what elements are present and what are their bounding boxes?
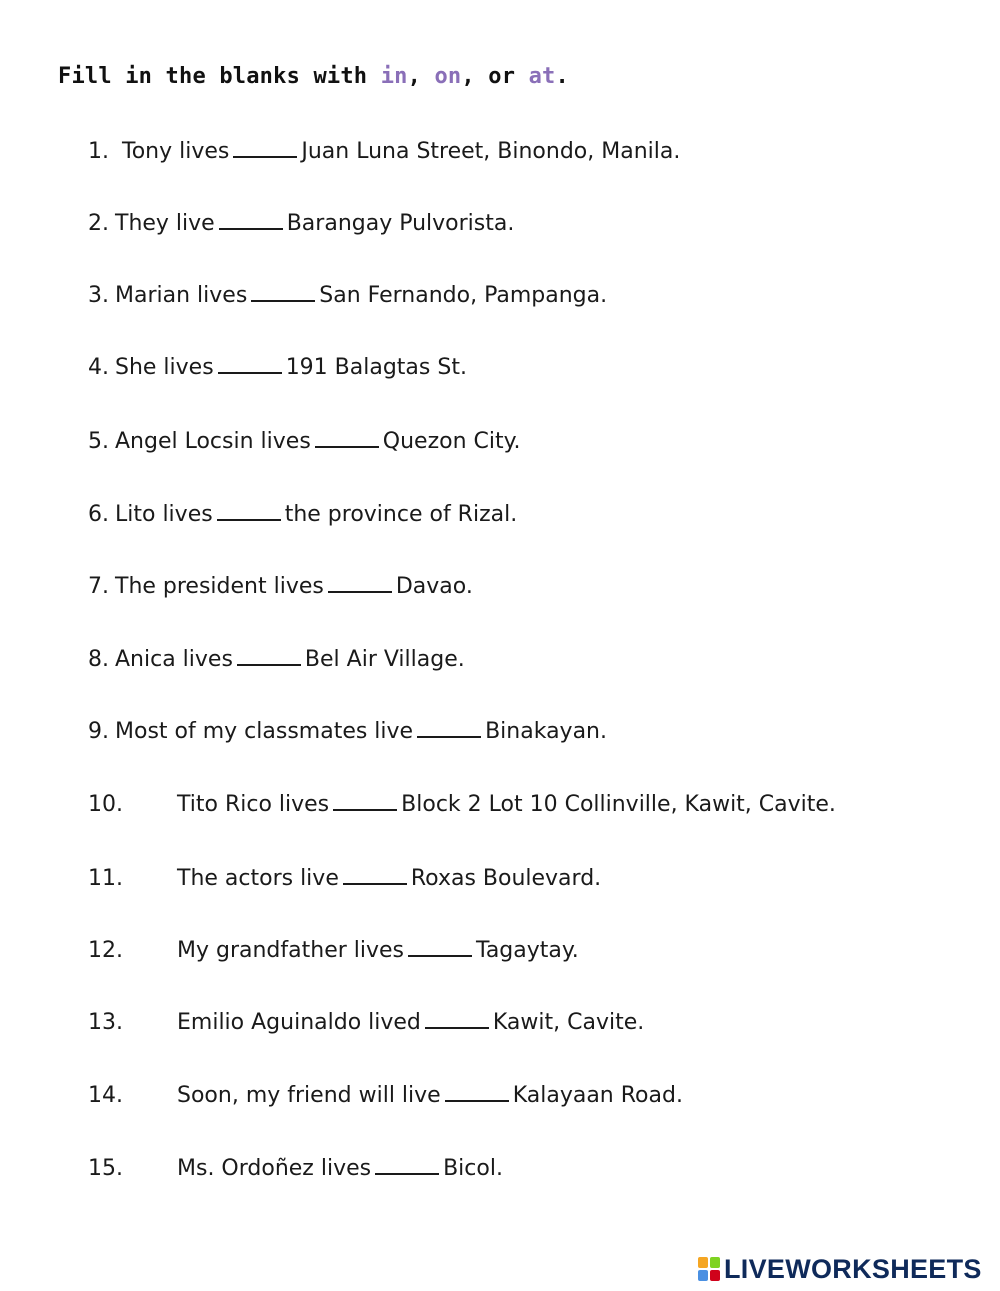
answer-blank[interactable]	[218, 354, 282, 374]
option-in: in	[380, 64, 408, 89]
question-number: 15.	[88, 1156, 123, 1181]
question-14	[88, 1081, 683, 1111]
question-number: 9.	[88, 719, 109, 744]
question-text-after: Barangay Pulvorista.	[286, 211, 515, 236]
question-text-before: The president lives	[115, 574, 324, 599]
question-number: 10.	[88, 792, 123, 817]
answer-blank[interactable]	[408, 937, 472, 957]
answer-blank[interactable]	[343, 865, 407, 885]
question-text-after: Block 2 Lot 10 Collinville, Kawit, Cavite.	[401, 792, 836, 817]
option-at: at	[528, 64, 556, 89]
question-text-before: The actors live	[177, 866, 339, 891]
logo-square-4	[710, 1270, 720, 1281]
question-text-after: Tagaytay.	[476, 938, 579, 963]
question-number: 8.	[88, 647, 109, 672]
answer-blank[interactable]	[425, 1009, 489, 1029]
question-number: 12.	[88, 938, 123, 963]
question-5	[88, 427, 521, 457]
answer-blank[interactable]	[375, 1155, 439, 1175]
question-number: 7.	[88, 574, 109, 599]
answer-blank[interactable]	[219, 210, 283, 230]
question-11	[88, 864, 601, 894]
question-number: 14.	[88, 1083, 123, 1108]
question-text-after: 191 Balagtas St.	[285, 355, 467, 380]
question-text-before: They live	[115, 211, 215, 236]
question-text-after: Juan Luna Street, Binondo, Manila.	[301, 139, 681, 164]
instruction-suffix: .	[555, 64, 569, 89]
question-text-after: San Fernando, Pampanga.	[319, 283, 608, 308]
question-number: 13.	[88, 1010, 123, 1035]
question-12	[88, 936, 579, 966]
question-number: 1.	[88, 139, 109, 164]
instruction-prefix: Fill in the blanks with	[58, 64, 381, 89]
question-text-before: Emilio Aguinaldo lived	[177, 1010, 421, 1035]
liveworksheets-logo[interactable]	[698, 1252, 982, 1286]
question-1	[88, 137, 680, 167]
question-6	[88, 500, 517, 530]
answer-blank[interactable]	[315, 428, 379, 448]
question-15	[88, 1154, 503, 1184]
question-text-before: Tony lives	[122, 139, 230, 164]
option-on: on	[434, 64, 462, 89]
logo-mark-icon	[698, 1257, 720, 1281]
answer-blank[interactable]	[251, 282, 315, 302]
question-text-after: Quezon City.	[382, 429, 521, 454]
answer-blank[interactable]	[417, 718, 481, 738]
question-text-before: Ms. Ordoñez lives	[177, 1156, 372, 1181]
answer-blank[interactable]	[445, 1082, 509, 1102]
question-text-before: My grandfather lives	[177, 938, 405, 963]
question-number: 3.	[88, 283, 109, 308]
logo-square-3	[698, 1270, 708, 1281]
answer-blank[interactable]	[237, 646, 301, 666]
question-13	[88, 1008, 644, 1038]
question-text-before: Tito Rico lives	[177, 792, 330, 817]
question-4	[88, 353, 467, 383]
question-8	[88, 645, 465, 675]
question-number: 11.	[88, 866, 123, 891]
question-text-before: Lito lives	[115, 502, 213, 527]
logo-square-1	[698, 1257, 708, 1268]
instruction-sep2: , or	[461, 64, 529, 89]
answer-blank[interactable]	[217, 501, 281, 521]
question-text-before: Angel Locsin lives	[115, 429, 311, 454]
question-number: 6.	[88, 502, 109, 527]
question-text-after: Bicol.	[443, 1156, 503, 1181]
question-text-before: Marian lives	[115, 283, 248, 308]
question-7	[88, 572, 473, 602]
question-number: 5.	[88, 429, 109, 454]
question-text-before: She lives	[115, 355, 214, 380]
question-text-after: Bel Air Village.	[304, 647, 465, 672]
answer-blank[interactable]	[328, 573, 392, 593]
question-3	[88, 281, 607, 311]
question-text-after: the province of Rizal.	[284, 502, 518, 527]
question-text-after: Kalayaan Road.	[512, 1083, 683, 1108]
question-10	[88, 790, 836, 820]
instruction-heading	[58, 64, 569, 89]
question-text-after: Davao.	[395, 574, 473, 599]
question-2	[88, 209, 514, 239]
question-text-before: Soon, my friend will live	[177, 1083, 441, 1108]
question-text-before: Anica lives	[115, 647, 233, 672]
question-number: 4.	[88, 355, 109, 380]
question-number: 2.	[88, 211, 109, 236]
question-text-after: Binakayan.	[485, 719, 607, 744]
logo-square-2	[710, 1257, 720, 1268]
question-text-before: Most of my classmates live	[115, 719, 414, 744]
question-9	[88, 717, 607, 747]
logo-text: LIVEWORKSHEETS	[724, 1253, 982, 1284]
question-text-after: Kawit, Cavite.	[492, 1010, 645, 1035]
answer-blank[interactable]	[333, 791, 397, 811]
answer-blank[interactable]	[233, 138, 297, 158]
instruction-sep1: ,	[407, 64, 435, 89]
question-text-after: Roxas Boulevard.	[410, 866, 602, 891]
